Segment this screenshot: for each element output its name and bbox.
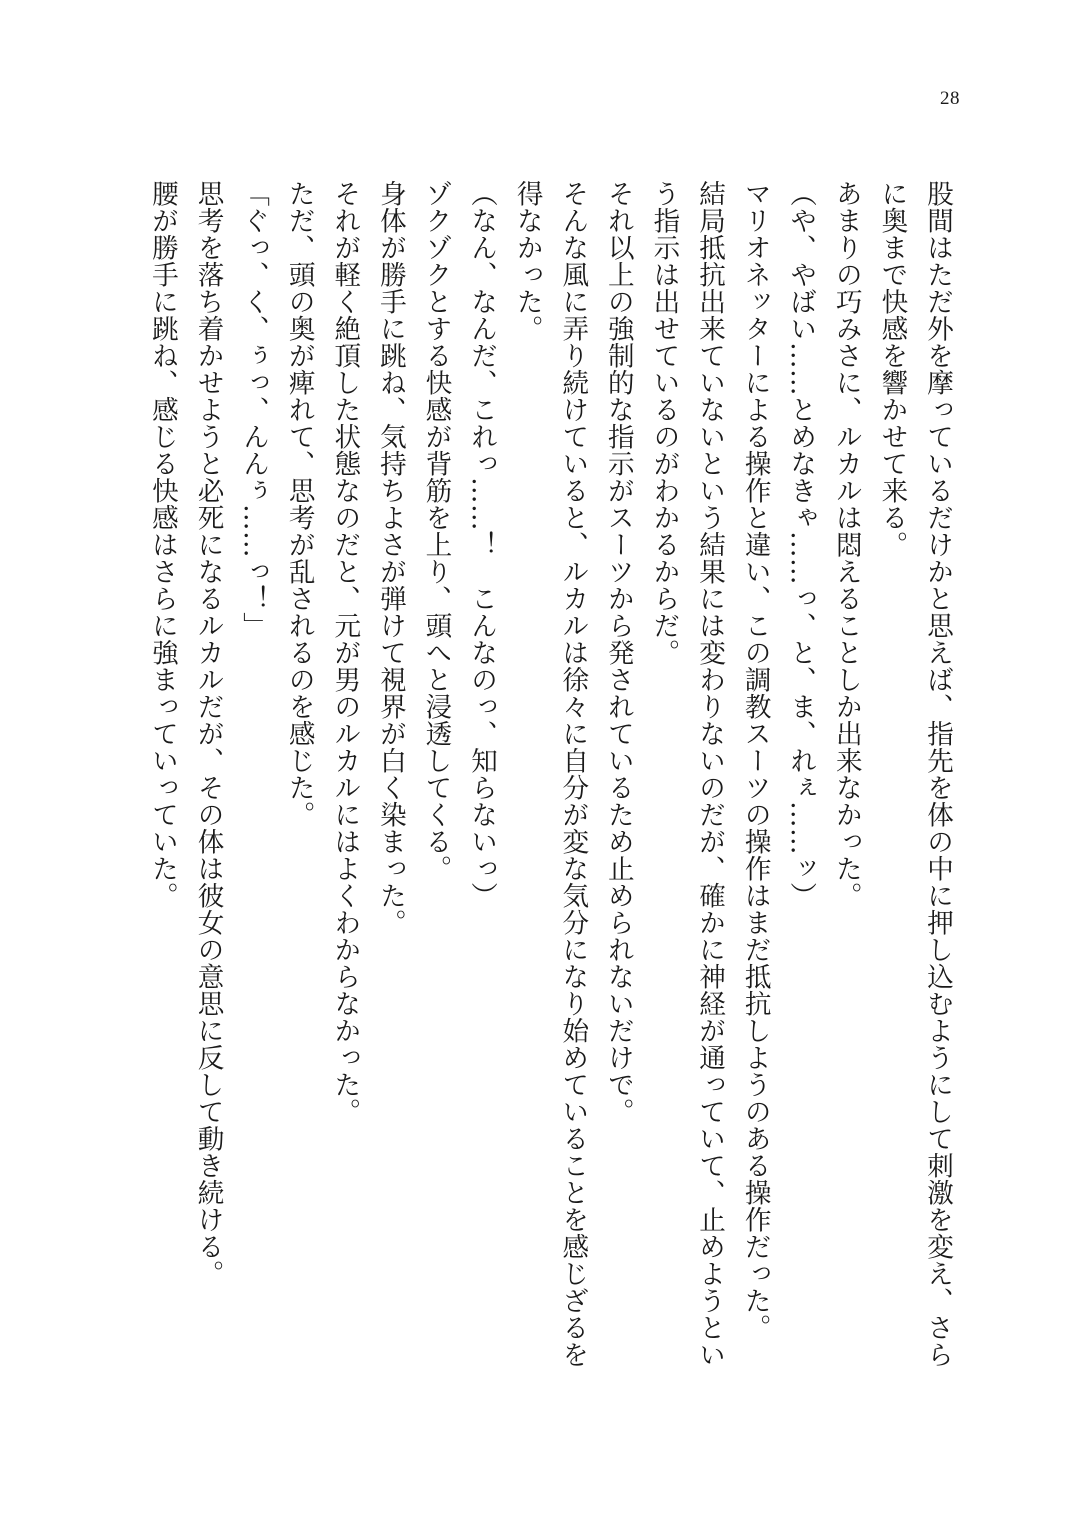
paragraph: それが軽く絶頂した状態なのだと、元が男のルカルにはよくわからなかった。: [329, 180, 361, 1125]
paragraph: あまりの巧みさに、ルカルは悶えることしか出来なかった。: [830, 180, 862, 909]
vertical-text-body: [139, 180, 960, 1380]
paragraph: ゾクゾクとする快感が背筋を上り、頭へと浸透してくる。: [420, 180, 452, 882]
paragraph: 股間はただ外を摩っているだけかと思えば、指先を体の中に押し込むようにして刺激を変え、さらに奥まで快感を響かせて来る。: [876, 180, 953, 1368]
paragraph: 身体が勝手に跳ね、気持ちよさが弾けて視界が白く染まった。: [374, 180, 406, 936]
page-number: 28: [940, 88, 960, 109]
paragraph: 腰が勝手に跳ね、感じる快感はさらに強まっていっていた。: [146, 180, 178, 909]
paragraph: （や、やばい……とめなきゃ……っ、と、ま、れぇ……ッ）: [785, 180, 817, 909]
paragraph: 「ぐっ、く、ぅっ、んんぅ……っ！」: [238, 180, 270, 639]
paragraph: マリオネッターによる操作と違い、この調教スーツの操作はまだ抵抗しようのある操作だった。: [739, 180, 771, 1341]
paragraph: ただ、頭の奥が痺れて、思考が乱されるのを感じた。: [283, 180, 315, 828]
paragraph: （なん、なんだ、これっ……！ こんなのっ、知らないっ）: [466, 180, 498, 909]
paragraph: それ以上の強制的な指示がスーツから発されているため止められないだけで。: [602, 180, 634, 1125]
paragraph: 思考を落ち着かせようと必死になるルカルだが、その体は彼女の意思に反して動き続ける。: [192, 180, 224, 1287]
paragraph: 結局抵抗出来ていないという結果には変わりないのだが、確かに神経が通っていて、止めようという指示は出せているのがわかるからだ。: [648, 180, 726, 1368]
paragraph: そんな風に弄り続けていると、ルカルは徐々に自分が変な気分になり始めていることを感じざるを得なかった。: [511, 180, 589, 1368]
